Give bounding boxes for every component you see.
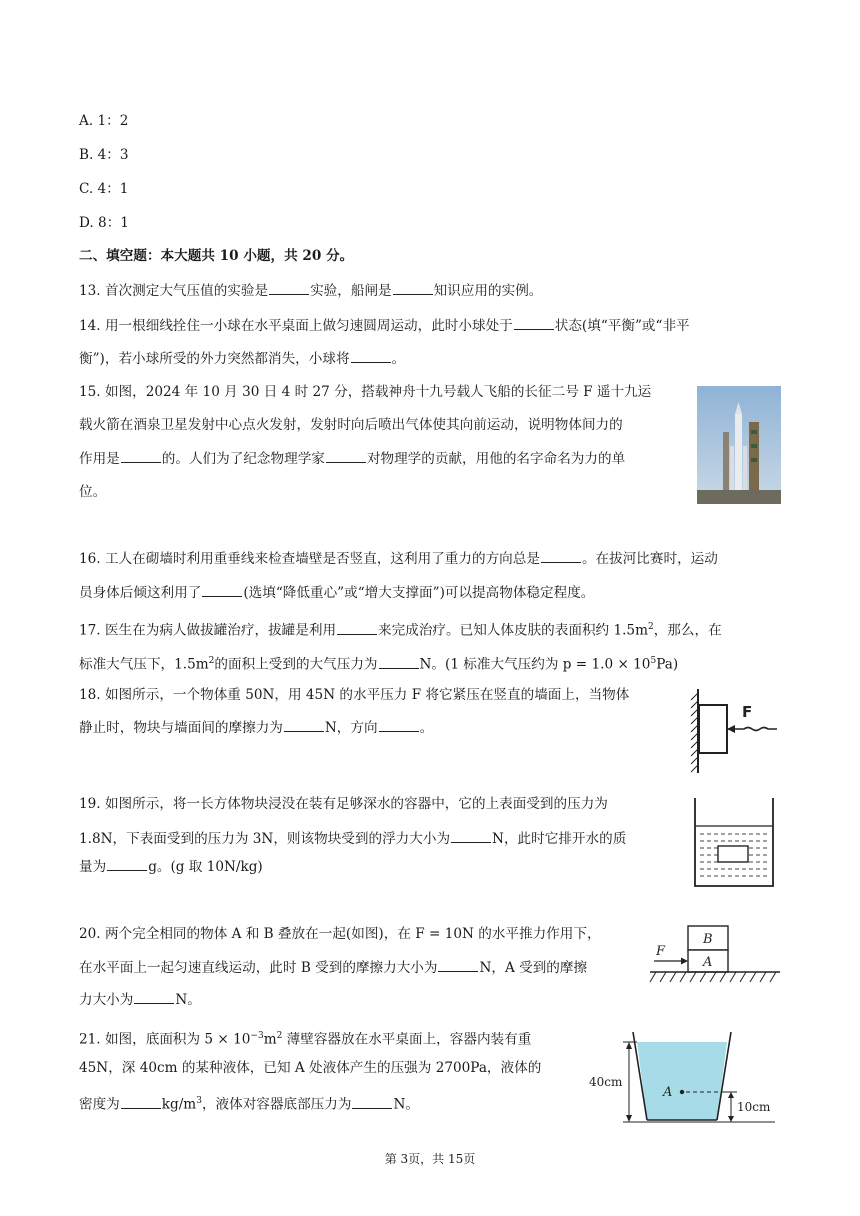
option-a: A. 1：2: [79, 113, 129, 129]
water-container-figure: [690, 794, 778, 890]
question-16-line-2: 员身体后倾这利用了 (选填“降低重心”或“增大支撑面”)可以提高物体稳定程度。: [79, 585, 595, 601]
answer-blank[interactable]: [351, 350, 391, 363]
force-label: F: [742, 703, 753, 721]
answer-blank[interactable]: [379, 719, 419, 732]
depth-label: 40cm: [589, 1075, 623, 1089]
answer-blank[interactable]: [352, 1096, 392, 1109]
option-d: D. 8：1: [79, 215, 129, 231]
question-15-line-2: 载火箭在酒泉卫星发射中心点火发射，发射时向后喷出气体使其向前运动，说明物体间力的: [79, 417, 623, 433]
answer-blank[interactable]: [121, 450, 161, 463]
question-14-line-1: 14. 用一根细线拴住一小球在水平桌面上做匀速圆周运动，此时小球处于 状态(填“平衡”或“非平: [79, 318, 690, 334]
rocket-launch-photo: [697, 386, 781, 504]
wall-block-figure: [682, 685, 792, 777]
question-15-line-3: 作用是 的。人们为了纪念物理学家 对物理学的贡献，用他的名字命名为力的单: [79, 451, 626, 467]
force-label: F: [656, 944, 666, 959]
question-14-line-2: 衡”)，若小球所受的外力突然都消失，小球将 。: [79, 351, 406, 367]
question-21-line-1: 21. 如图，底面积为 $5 \times 10^{-3}m^2$ 薄壁容器放在水平桌面上，容器内装有重: [79, 1031, 532, 1048]
question-20-line-2: 在水平面上一起匀速直线运动，此时 B 受到的摩擦力大小为 N，A 受到的摩擦: [79, 960, 588, 976]
question-20-line-3: 力大小为 N。: [79, 992, 201, 1008]
question-17-line-2: 标准大气压下，$1.5m^2$的面积上受到的大气压力为 N。(1 标准大气压约为 $p = 1.0 \times 10^5Pa$): [79, 656, 679, 673]
block-a-label: A: [703, 955, 713, 970]
answer-blank[interactable]: [438, 959, 478, 972]
question-20-line-1: 20. 两个完全相同的物体 A 和 B 叠放在一起(如图)，在 F = 10N 的水平推力作用下，: [79, 926, 601, 942]
answer-blank[interactable]: [269, 282, 309, 295]
answer-blank[interactable]: [326, 450, 366, 463]
question-19-line-1: 19. 如图所示，将一长方体物块浸没在装有足够深水的容器中，它的上表面受到的压力为: [79, 796, 608, 812]
answer-blank[interactable]: [451, 830, 491, 843]
question-15-line-1: 15. 如图，2024 年 10 月 30 日 4 时 27 分，搭载神舟十九号载人飞船的长征二号 F 遥十九运: [79, 384, 652, 400]
stacked-blocks-figure: [648, 922, 782, 988]
answer-blank[interactable]: [202, 584, 242, 597]
answer-blank[interactable]: [379, 656, 419, 669]
answer-blank[interactable]: [121, 1096, 161, 1109]
question-17-line-1: 17. 医生在为病人做拔罐治疗，拔罐是利用 来完成治疗。已知人体皮肤的表面积约 $1.5m^2$，那么，在: [79, 622, 722, 639]
option-c: C. 4：1: [79, 181, 129, 197]
section-heading: 二、填空题：本大题共 10 小题，共 20 分。: [79, 248, 354, 264]
question-19-line-2: 1.8N，下表面受到的压力为 3N，则该物块受到的浮力大小为 N，此时它排开水的质: [79, 831, 627, 847]
page-footer: 第 3页，共 15页: [384, 1152, 476, 1166]
question-13: 13. 首次测定大气压值的实验是 实验，船闸是 知识应用的实例。: [79, 283, 543, 299]
question-18-line-2: 静止时，物块与墙面间的摩擦力为 N，方向 。: [79, 720, 434, 736]
option-b: B. 4：3: [79, 147, 129, 163]
liquid-container-figure: [585, 1030, 785, 1126]
question-21-line-2: 45N，深 40cm 的某种液体，已知 A 处液体产生的压强为 2700Pa，液体的: [79, 1060, 542, 1076]
answer-blank[interactable]: [107, 858, 147, 871]
block-b-label: B: [703, 932, 713, 947]
question-21-line-3: 密度为 $kg/m^3$，液体对容器底部压力为 N。: [79, 1096, 419, 1113]
height-label: 10cm: [737, 1100, 771, 1114]
answer-blank[interactable]: [337, 622, 377, 635]
answer-blank[interactable]: [393, 282, 433, 295]
question-16-line-1: 16. 工人在砌墙时利用重垂线来检查墙壁是否竖直，这利用了重力的方向总是 。在拔河比赛时，运动: [79, 551, 718, 567]
answer-blank[interactable]: [514, 317, 554, 330]
answer-blank[interactable]: [134, 991, 174, 1004]
answer-blank[interactable]: [541, 550, 581, 563]
question-15-line-4: 位。: [79, 484, 107, 500]
question-18-line-1: 18. 如图所示，一个物体重 50N，用 45N 的水平压力 F 将它紧压在竖直的墙面上，当物体: [79, 687, 630, 703]
point-a-label: A: [663, 1085, 673, 1100]
answer-blank[interactable]: [284, 719, 324, 732]
question-19-line-3: 量为 g。(g 取 10N/kg): [79, 859, 263, 875]
